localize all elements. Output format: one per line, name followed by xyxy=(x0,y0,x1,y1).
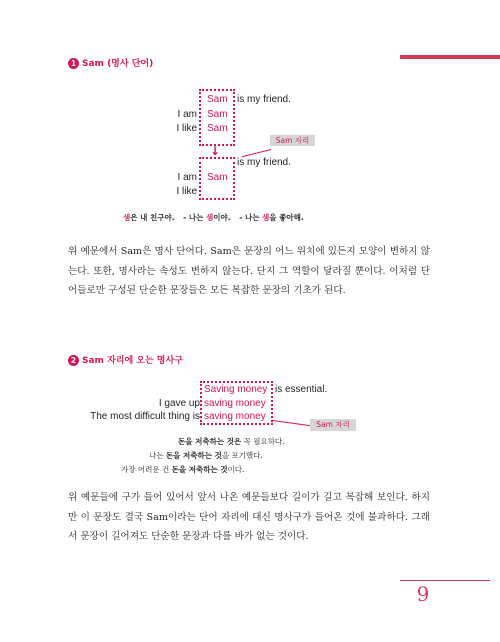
example-subject: I like xyxy=(176,123,197,134)
header-accent-bar xyxy=(400,55,500,59)
footer-rule xyxy=(400,580,490,581)
example-subject: I gave up xyxy=(158,398,200,409)
section-title: Sam (명사 단어) xyxy=(82,59,154,69)
example-phrase: saving money xyxy=(204,411,266,422)
korean-translation: 돈을 저축하는 것은 꼭 필요하다. xyxy=(178,437,285,446)
example-subject: I am xyxy=(177,109,197,120)
down-arrow-icon: ↓ xyxy=(210,144,221,158)
example-phrase: Saving money xyxy=(204,384,268,395)
example-subject: I am xyxy=(177,172,197,183)
section-title: Sam 자리에 오는 명사구 xyxy=(82,356,183,366)
tag-pointer-line xyxy=(273,420,311,426)
korean-translation: 샘은 내 친구야. - 나는 샘이야. - 나는 샘을 좋아해. xyxy=(123,213,304,222)
example-predicate: is my friend. xyxy=(237,157,291,168)
example-subject: The most difficult thing is xyxy=(90,411,200,422)
example-word: Sam xyxy=(207,123,228,134)
explanation-paragraph: 위 예문들에 구가 들어 있어서 앞서 나온 예문들보다 길이가 길고 복잡해 보인다. 하지만 이 문장도 결국 Sam이라는 단어 자리에 대신 명사구가 들어온 것에 불과하다. 그래서 문장이 길어져도 단순한 문장과 다를 바가 없는 것이다. xyxy=(68,492,430,542)
section-1-heading xyxy=(68,56,153,69)
example-phrase: saving money xyxy=(204,398,266,409)
example-word: Sam xyxy=(207,109,228,120)
example-word: Sam xyxy=(207,94,228,105)
section-number-badge: 2 xyxy=(68,355,79,366)
example-predicate: is my friend. xyxy=(237,94,291,105)
page-number: 9 xyxy=(416,582,430,606)
example-predicate: is essential. xyxy=(275,384,328,395)
korean-translation: 나는 돈을 저축하는 것을 포기했다. xyxy=(149,451,263,460)
section-2-heading xyxy=(68,353,183,366)
sam-slot-tag: Sam 자리 xyxy=(310,419,356,431)
example-subject: I like xyxy=(176,186,197,197)
explanation-paragraph: 위 예문에서 Sam은 명사 단어다. Sam은 문장의 어느 위치에 있든지 모양이 변하지 않는다. 또한, 명사라는 속성도 변하지 않는다. 단지 그 역할이 달라질 뿐이다. 이처럼 단어들로만 구성된 단순한 문장들은 모든 복잡한 문장의 기초가 된다. xyxy=(68,246,430,296)
tag-pointer-line xyxy=(242,149,271,157)
sam-slot-tag: Sam 자리 xyxy=(270,135,315,146)
example-word: Sam xyxy=(207,172,228,183)
korean-translation: 가장 어려운 건 돈을 저축하는 것이다. xyxy=(121,465,245,474)
section-number-badge: 1 xyxy=(68,58,79,69)
